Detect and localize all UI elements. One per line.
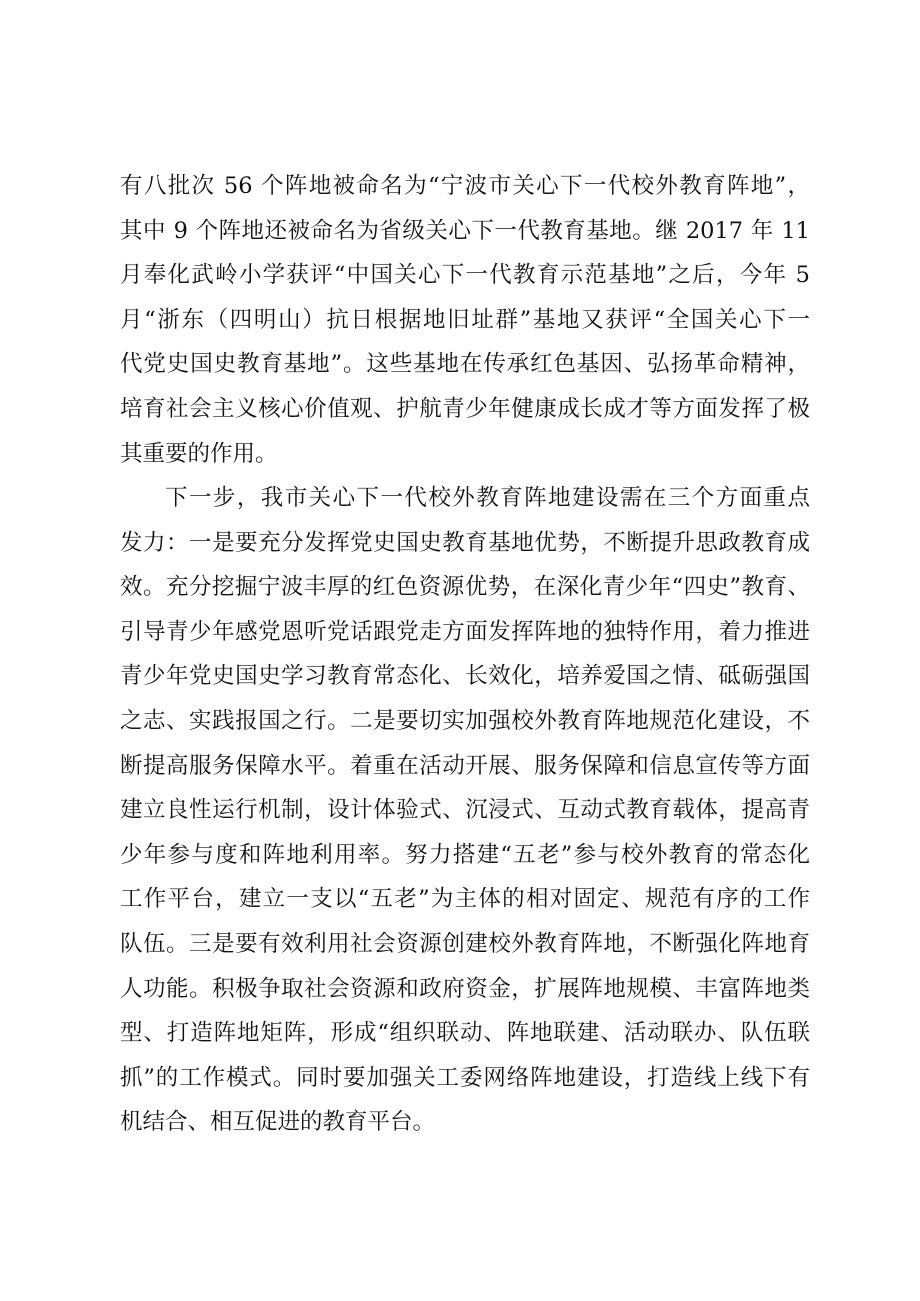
- text-line: 工作平台，建立一支以“五老”为主体的相对固定、规范有序的工作: [120, 886, 810, 913]
- text-line: 人功能。积极争取社会资源和政府资金，扩展阵地规模、丰富阵地类: [120, 975, 810, 1002]
- text-line: 队伍。三是要有效利用社会资源创建校外教育阵地，不断强化阵地育: [120, 930, 810, 957]
- text-line: 抓”的工作模式。同时要加强关工委网络阵地建设，打造线上线下有: [120, 1064, 810, 1091]
- text-line: 断提高服务保障水平。着重在活动开展、服务保障和信息宣传等方面: [120, 752, 810, 779]
- text-line: 月“浙东（四明山）抗日根据地旧址群”基地又获评“全国关心下一: [120, 306, 810, 333]
- text-line: 之志、实践报国之行。二是要切实加强校外教育阵地规范化建设，不: [120, 707, 810, 734]
- text-line: 发力：一是要充分发挥党史国史教育基地优势，不断提升思政教育成: [120, 529, 810, 556]
- text-line: 建立良性运行机制，设计体验式、沉浸式、互动式教育载体，提高青: [120, 797, 810, 824]
- text-line: 效。充分挖掘宁波丰厚的红色资源优势，在深化青少年“四史”教育、: [120, 574, 810, 601]
- text-line: 培育社会主义核心价值观、护航青少年健康成长成才等方面发挥了极: [120, 395, 810, 422]
- paragraph-1: [120, 164, 810, 476]
- text-line: 下一步，我市关心下一代校外教育阵地建设需在三个方面重点: [165, 485, 810, 511]
- text-line: 少年参与度和阵地利用率。努力搭建“五老”参与校外教育的常态化: [120, 841, 810, 868]
- text-line: 青少年党史国史学习教育常态化、长效化，培养爱国之情、砥砺强国: [120, 663, 810, 690]
- text-line: 月奉化武岭小学获评“中国关心下一代教育示范基地”之后，今年 5: [120, 262, 810, 289]
- text-line: 机结合、相互促进的教育平台。: [120, 1109, 436, 1136]
- text-line: 型、打造阵地矩阵，形成“组织联动、阵地联建、活动联办、队伍联: [120, 1020, 810, 1047]
- text-line: 其重要的作用。: [120, 440, 278, 467]
- text-line: 有八批次 56 个阵地被命名为“宁波市关心下一代校外教育阵地”，: [120, 173, 810, 199]
- paragraph-2: [120, 476, 810, 1145]
- text-line: 引导青少年感党恩听党话跟党走方面发挥阵地的独特作用，着力推进: [120, 618, 810, 645]
- text-line: 其中 9 个阵地还被命名为省级关心下一代教育基地。继 2017 年 11: [120, 217, 810, 244]
- text-line: 代党史国史教育基地”。这些基地在传承红色基因、弘扬革命精神，: [120, 351, 810, 378]
